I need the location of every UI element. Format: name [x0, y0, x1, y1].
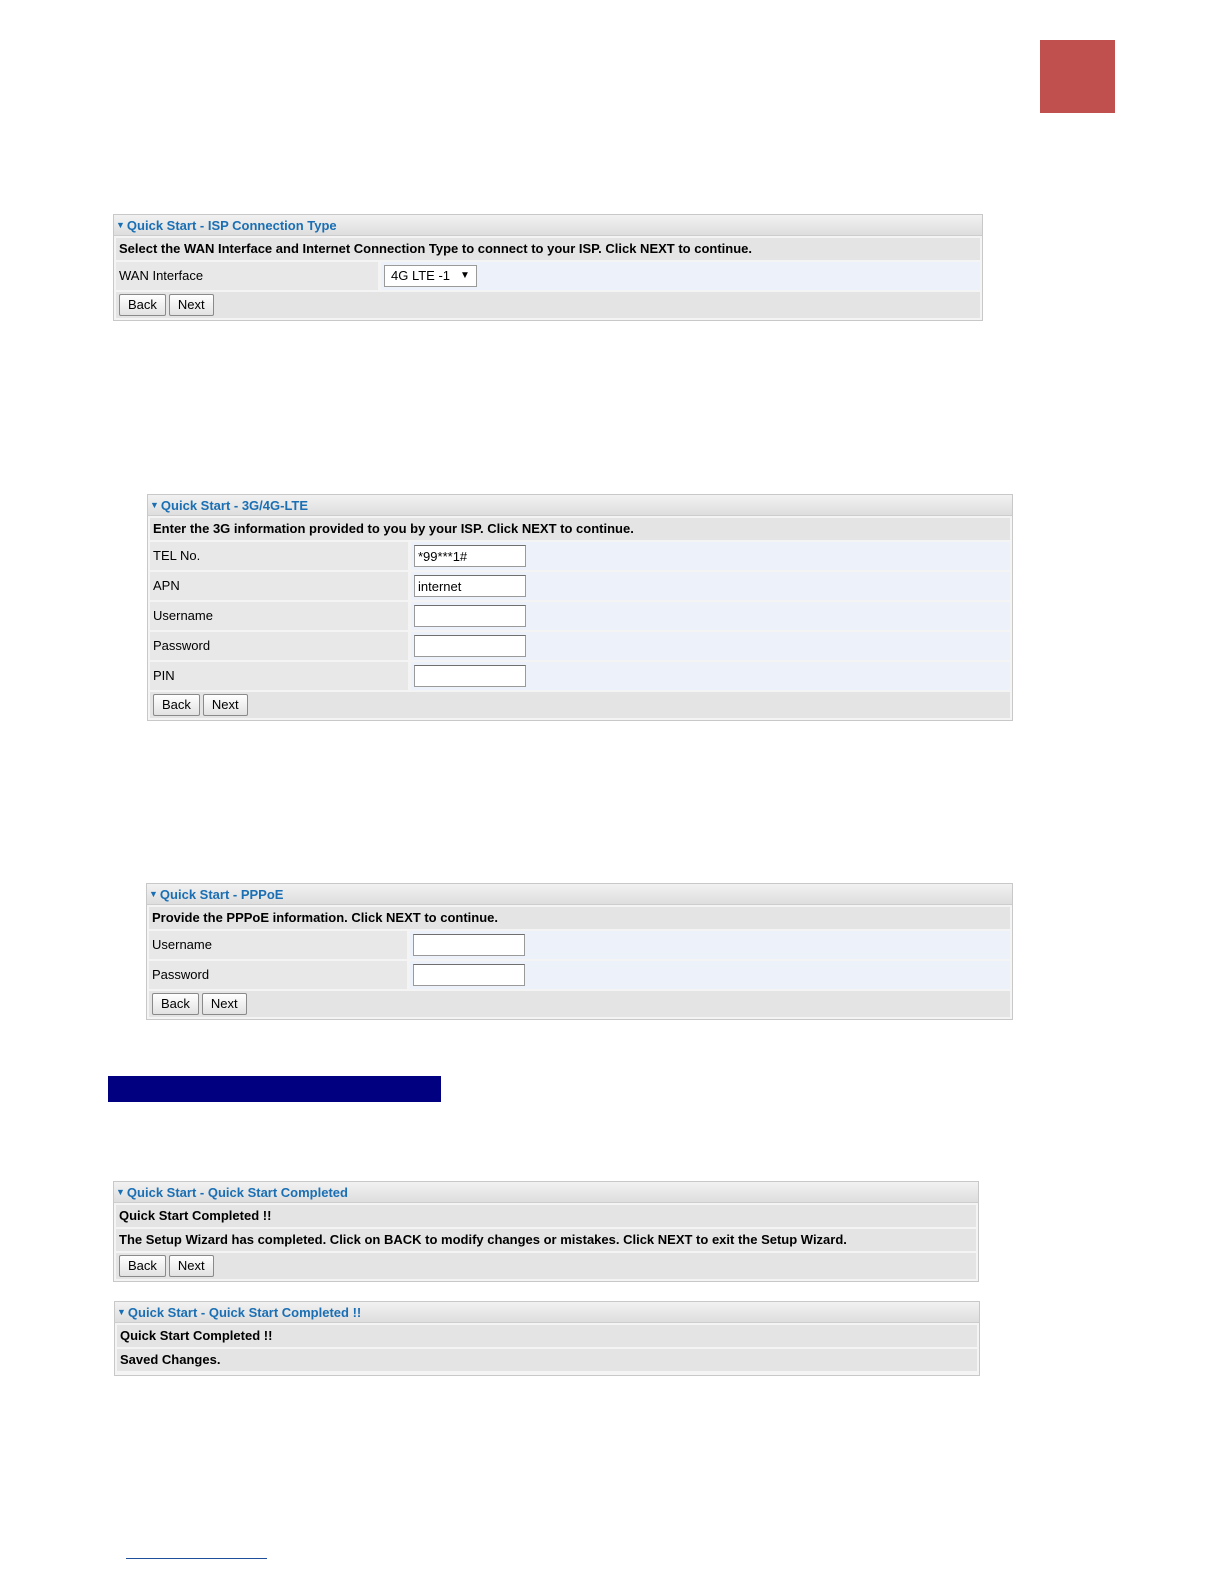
next-button[interactable]: Next [169, 1255, 214, 1277]
apn-label: APN [150, 572, 408, 600]
password-label: Password [150, 632, 408, 660]
username-input[interactable] [413, 934, 525, 956]
password-input[interactable] [413, 964, 525, 986]
password-label: Password [149, 961, 407, 989]
button-row [116, 1253, 976, 1279]
panel-title[interactable] [148, 495, 1012, 516]
tel-no-input[interactable] [414, 545, 526, 567]
username-row [150, 602, 1010, 630]
tel-no-row [150, 542, 1010, 570]
completed-instructions: The Setup Wizard has completed. Click on BACK to modify changes or mistakes. Click NEXT to exit the Setup Wizard. [116, 1229, 976, 1251]
panel-title-text: Quick Start - PPPoE [159, 887, 284, 902]
triangle-down-icon[interactable]: ▼ [149, 889, 158, 899]
username-row [149, 931, 1010, 959]
completed-message: Quick Start Completed !! [116, 1205, 976, 1227]
pppoe-panel [146, 883, 1013, 1020]
password-input[interactable] [414, 635, 526, 657]
panel-description: Enter the 3G information provided to you by your ISP. Click NEXT to continue. [150, 518, 1010, 540]
password-row [149, 961, 1010, 989]
username-label: Username [149, 931, 407, 959]
wan-interface-row [116, 262, 980, 290]
button-row [149, 991, 1010, 1017]
corner-color-block [1040, 40, 1115, 113]
button-row [150, 692, 1010, 718]
apn-row [150, 572, 1010, 600]
pin-label: PIN [150, 662, 408, 690]
panel-title[interactable] [147, 884, 1012, 905]
button-row [116, 292, 980, 318]
next-button[interactable]: Next [202, 993, 247, 1015]
apn-input[interactable] [414, 575, 526, 597]
panel-title-text: Quick Start - 3G/4G-LTE [160, 498, 309, 513]
back-button[interactable]: Back [119, 1255, 166, 1277]
panel-title-text: Quick Start - Quick Start Completed !! [127, 1305, 362, 1320]
pin-input[interactable] [414, 665, 526, 687]
username-label: Username [150, 602, 408, 630]
panel-description: Provide the PPPoE information. Click NEXT to continue. [149, 907, 1010, 929]
completed-message: Quick Start Completed !! [117, 1325, 977, 1347]
panel-title[interactable] [114, 215, 982, 236]
triangle-down-icon[interactable]: ▼ [150, 500, 159, 510]
footer-rule [126, 1558, 267, 1559]
panel-title[interactable] [114, 1182, 978, 1203]
wan-interface-select[interactable] [384, 265, 477, 287]
next-button[interactable]: Next [169, 294, 214, 316]
pin-row [150, 662, 1010, 690]
back-button[interactable]: Back [152, 993, 199, 1015]
isp-connection-panel [113, 214, 983, 321]
triangle-down-icon[interactable]: ▼ [117, 1307, 126, 1317]
saved-panel [114, 1301, 980, 1376]
chevron-down-icon: ▼ [460, 270, 470, 281]
panel-description: Select the WAN Interface and Internet Connection Type to connect to your ISP. Click NEXT to continue. [116, 238, 980, 260]
completed-panel [113, 1181, 979, 1282]
username-input[interactable] [414, 605, 526, 627]
panel-title-text: Quick Start - ISP Connection Type [126, 218, 337, 233]
saved-changes-message: Saved Changes. [117, 1349, 977, 1371]
wan-interface-value: 4G LTE -1 [391, 268, 451, 283]
back-button[interactable]: Back [119, 294, 166, 316]
lte-panel [147, 494, 1013, 721]
triangle-down-icon[interactable]: ▼ [116, 1187, 125, 1197]
back-button[interactable]: Back [153, 694, 200, 716]
panel-title-text: Quick Start - Quick Start Completed [126, 1185, 348, 1200]
section-heading-bar [108, 1076, 441, 1102]
tel-no-label: TEL No. [150, 542, 408, 570]
next-button[interactable]: Next [203, 694, 248, 716]
password-row [150, 632, 1010, 660]
panel-title[interactable] [115, 1302, 979, 1323]
wan-interface-label: WAN Interface [116, 262, 378, 290]
triangle-down-icon[interactable]: ▼ [116, 220, 125, 230]
